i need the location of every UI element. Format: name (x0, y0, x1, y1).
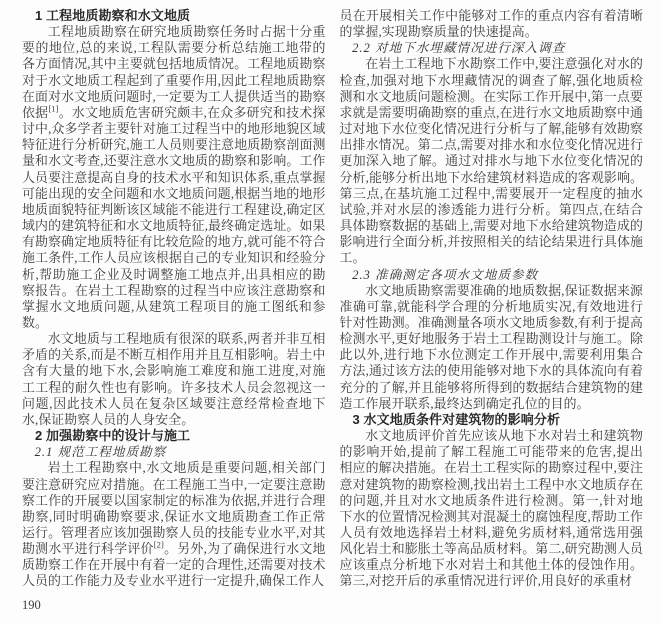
paragraph-3 (22, 460, 326, 589)
citation-ref-2: [2] (153, 539, 164, 550)
section-2-3-heading: 2.3 准确测定各项水文地质参数 (352, 267, 539, 282)
paragraph-1 (22, 24, 326, 331)
section-3-heading: 3 水文地质条件对建筑物的影响分析 (352, 411, 561, 427)
paragraph-2: 水文地质与工程地质有很深的联系,两者并非互相矛盾的关系,而是不断互相作用并且互相影响。岩土中含有大量的地下水,会影响施工难度和施工进度,对施工工程的耐久性也有影响。许多技术人员会忽视这一问题,因此技术人员在复杂区域要注意经常检查地下水,保证勘察人员的人身安全。 (22, 332, 326, 427)
section-2-1-heading: 2.1 规范工程地质勘察 (34, 445, 167, 460)
left-column (22, 8, 326, 593)
text-run: 工程地质勘察在研究地质勘察任务时占据十分重要的地位,总的来说,工程队需要分析总结施工地带的各方面情况,其中主要就包括地质情况。工程地质勘察对于水文地质工程起到了重要作用,因此工程地质勘察在面对水文地质问题时,一定要为工人提供适当的勘察依据 (22, 25, 326, 120)
paragraph-5: 水文地质勘察需要准确的地质数据,保证数据来源准确可靠,就能科学合理的分析地质实况,有效地进行针对性勘测。准确测量各项水文地质参数,有利于提高检测水平,更好地服务于岩土工程勘测设计与施工。除此以外,进行地下水位测定工作开展中,需要利用集合方法,通过该方法的使用能够对地下水的具体流向有着充分的了解,并且能够将所得到的数据结合建筑物的建造工作展开联系,最终达到确定孔位的目的。 (339, 283, 643, 411)
text-run: 。另外,为了确保进行水文地质勘察工作在开展中有着一定的合理性,还需要对技术人员的工作能力及专业水平进行一定提升,确保工作人 (22, 542, 326, 589)
section-1-heading: 1 工程地质勘察和水文地质 (35, 8, 191, 23)
paragraph-4: 在岩土工程地下水勘察工作中,要注意强化对水的检查,加强对地下水埋藏情况的调查了解,强化地质检测和水文地质问题检测。在实际工作开展中,第一点要求就是需要明确勘察的重点,在进行水文地质勘察中通过对地下水位变化情况进行分析与了解,能够有效勘察出排水情况。第二点,需要对排水和水位变化情况进行更加深入地了解。通过对排水与地下水位变化情况的分析,能够分析出地下水给建筑材料造成的客观影响。第三点,在基坑施工过程中,需要展开一定程度的抽水试验,并对水层的渗透能力进行分析。第四点,在结合具体勘察数据的基础上,需要对地下水给建筑物造成的影响进行全面分析,并按照相关的结论结果进行具体施工。 (339, 57, 643, 266)
page-number: 190 (22, 598, 41, 612)
paragraph-6: 水文地质评价首先应该从地下水对岩土和建筑物的影响开始,提前了解工程施工可能带来的危害,提出相应的解决措施。在岩土工程实际的勘察过程中,要注意对建筑物的勘察检测,找出岩土工程中水文地质存在的问题,并且对水文地质条件进行检测。第一,针对地下水的位置情况检测其对混凝土的腐蚀程度,帮助工作人员有效地选择岩土材料,避免劣质材料,通常选用强风化岩土和膨胀土等高品质材料。第二,研究勘测人员应该重点分析地下水对岩土和其他土体的侵蚀作用。第三,对挖开后的承重情况进行评价,用良好的承重材 (339, 429, 643, 589)
right-column (340, 8, 644, 593)
citation-ref-1: [1] (48, 103, 59, 114)
section-2-heading: 2 加强勘察中的设计与施工 (35, 428, 191, 444)
text-run: 。水文地质危害研究颇丰,在众多研究和技术探讨中,众多学者主要针对施工过程当中的地形地貌区域特征进行分析研究,施工人员则要注意地质勘察剖面测量和水文考查,还要注意水文地质的勘察和影响。工作人员要注意提高自身的技术水平和知识体系,重点掌握可能出现的安全问题和水文地质问题,根据当地的地形地质面貌特征判断该区域能不能进行工程建设,确定区域内的建筑特征和水文地质特征,最终确定选址。如果有勘察确定地质特征有比较危险的地方,就可能不符合施工条件,工作人员应该根据自己的专业知识和经验分析,帮助施工企业及时调整施工地点并,出具相应的勘察报告。在岩土工程勘察的过程当中应该注意勘察和掌握水文地质问题,从建筑工程项目的施工图纸和参数。 (22, 105, 326, 330)
text-run: 岩土工程勘察中,水文地质是重要问题,相关部门要注意研究应对措施。在工程施工当中,一定要注意勘察工作的开展要以国家制定的标准为依据,并进行合理勘察,同时明确勘察要求,保证水文地质勘查工作正常运行。管理者应该加强勘察人员的技能专业水平,对其勘测水平进行科学评价 (22, 461, 326, 557)
section-2-2-heading: 2.2 对地下水埋藏情况进行深入调查 (352, 41, 566, 56)
paragraph-3-continued: 员在开展相关工作中能够对工作的重点内容有着清晰的掌握,实现勘察质量的快速提高。 (339, 9, 643, 40)
